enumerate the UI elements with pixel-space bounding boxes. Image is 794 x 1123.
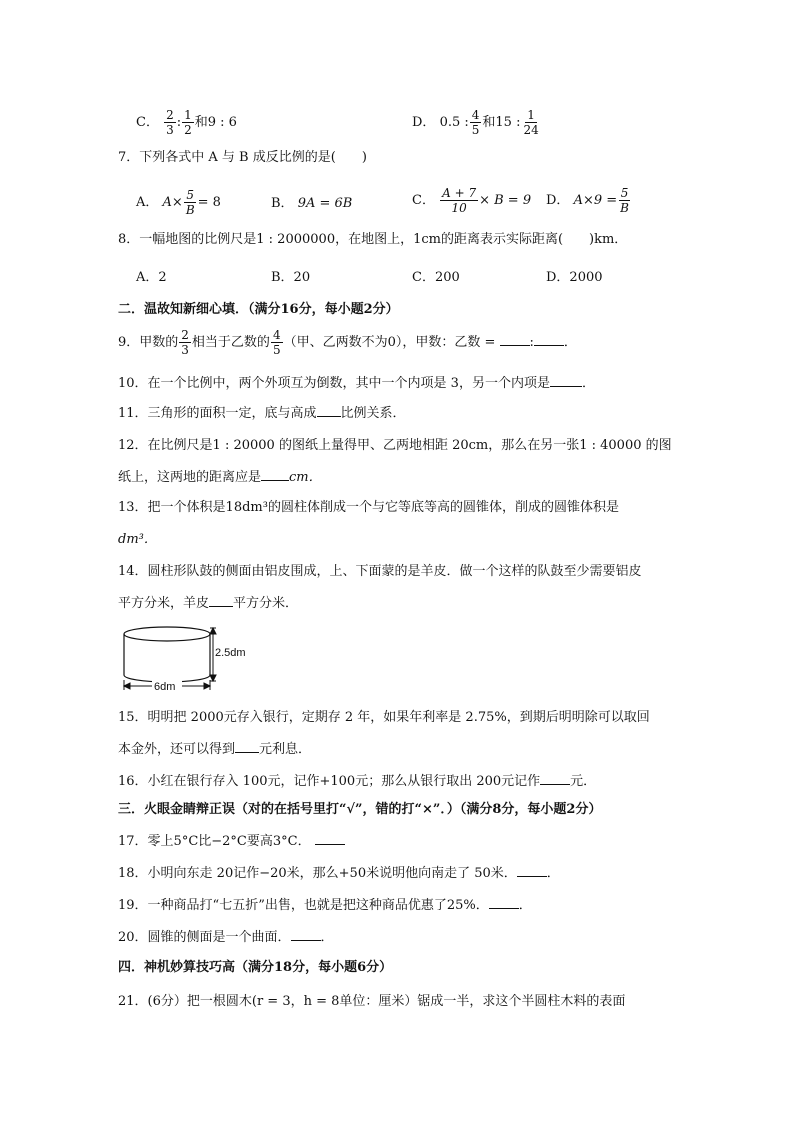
fraction: $\frac{1}{2}$ xyxy=(184,108,192,137)
answer-blank[interactable] xyxy=(209,592,233,607)
q7-options xyxy=(118,184,684,216)
height-label: 2.5dm xyxy=(215,647,246,659)
answer-blank[interactable] xyxy=(235,738,259,753)
q6-option-d: D． 0.5 : $\frac{4}{5}$ 和15 : $\frac{1}{24}$ xyxy=(412,108,539,137)
q19: 19．一种商品打“七五折”出售，也就是把这种商品优惠了25%． ． xyxy=(118,894,684,916)
answer-blank[interactable] xyxy=(550,372,582,387)
answer-blank[interactable] xyxy=(315,830,345,845)
q20: 20．圆锥的侧面是一个曲面． ． xyxy=(118,926,684,948)
q14-line1: 14．圆柱形队鼓的侧面由铝皮围成，上、下面蒙的是羊皮．做一个这样的队鼓至少需要铝皮 xyxy=(118,564,642,579)
q13-line2: dm³． xyxy=(118,532,157,547)
q12-line1: 12．在比例尺是1 : 20000 的图纸上量得甲、乙两地相距 20cm，那么在另一张1 : 40000 的图 xyxy=(118,438,672,453)
q15-line2: 本金外，还可以得到 元利息． xyxy=(118,738,684,760)
answer-blank[interactable] xyxy=(317,402,341,417)
q8-option-d: D．2000 xyxy=(546,270,603,285)
fraction: $\frac{2}{3}$ xyxy=(181,328,189,357)
fraction: $\frac{4}{5}$ xyxy=(272,328,281,357)
cylinder-shape xyxy=(124,627,210,682)
q10: 10．在一个比例中，两个外项互为倒数，其中一个内项是 3，另一个内项是 ． xyxy=(118,372,684,394)
q7-option-a: A． A× $\frac{5}{B}$ = 8 xyxy=(136,188,221,217)
q7-option-c: C． $\frac{A + 7}{10}$ × B = 9 xyxy=(412,186,532,215)
q8-option-b: B．20 xyxy=(271,270,311,285)
section-4-title: 四．神机妙算技巧高（满分18分，每小题6分） xyxy=(118,960,393,975)
fraction: $\frac{1}{24}$ xyxy=(523,108,539,137)
answer-blank[interactable] xyxy=(291,926,321,941)
width-label: 6dm xyxy=(154,681,176,693)
answer-blank[interactable] xyxy=(534,331,564,346)
fraction: $\frac{4}{5}$ xyxy=(471,108,480,137)
q21: 21．(6分）把一根圆木(r = 3，h = 8单位：厘米）锯成一半，求这个半圆柱木料的表面 xyxy=(118,994,626,1009)
q9: 9．甲数的 $\frac{2}{3}$ 相当于乙数的 $\frac{4}{5}$ （甲、乙两数不为0），甲数：乙数 = : ． xyxy=(118,328,577,357)
q7-stem: 7．下列各式中 A 与 B 成反比例的是( ) xyxy=(118,150,367,165)
q16: 16．小红在银行存入 100元，记作+100元；那么从银行取出 200元记作 元． xyxy=(118,770,684,792)
q11: 11．三角形的面积一定，底与高成 比例关系． xyxy=(118,402,684,424)
q8-options xyxy=(118,268,684,288)
q8-option-a: A．2 xyxy=(136,270,167,285)
answer-blank[interactable] xyxy=(261,466,289,481)
cylinder-figure xyxy=(118,622,258,700)
fraction: $\frac{A + 7}{10}$ xyxy=(442,186,477,215)
fraction: $\frac{2}{3}$ xyxy=(166,108,174,137)
q13-line1: 13．把一个体积是18dm³的圆柱体削成一个与它等底等高的圆锥体，削成的圆锥体积是 xyxy=(118,500,619,515)
section-2-title: 二．温故知新细心填．（满分16分，每小题2分） xyxy=(118,302,399,317)
q7-option-d: D． A×9 = $\frac{5}{B}$ xyxy=(546,186,629,215)
answer-blank[interactable] xyxy=(489,894,519,909)
answer-blank[interactable] xyxy=(500,331,530,346)
q6-options xyxy=(118,104,684,137)
answer-blank[interactable] xyxy=(517,862,547,877)
q8-option-c: C．200 xyxy=(412,270,460,285)
fraction: $\frac{5}{B}$ xyxy=(185,188,195,217)
q6-option-c: C． $\frac{2}{3}$ : $\frac{1}{2}$ 和9 : 6 xyxy=(136,108,237,137)
section-3-title: 三．火眼金睛辩正误（对的在括号里打“√”，错的打“×”．）（满分8分，每小题2分） xyxy=(118,802,602,817)
q12-line2: 纸上，这两地的距离应是 cm． xyxy=(118,466,684,488)
q8-stem: 8．一幅地图的比例尺是1 : 2000000，在地图上，1cm的距离表示实际距离( )km． xyxy=(118,232,628,247)
answer-blank[interactable] xyxy=(540,770,570,785)
q7-option-b: B． 9A = 6B xyxy=(271,196,353,211)
q18: 18．小明向东走 20记作−20米，那么+50米说明他向南走了 50米． ． xyxy=(118,862,684,884)
q14-line2: 平方分米，羊皮 平方分米． xyxy=(118,592,684,614)
fraction: $\frac{5}{B}$ xyxy=(620,186,629,215)
q17: 17．零上5°C比−2°C要高3°C． xyxy=(118,830,684,852)
q15-line1: 15．明明把 2000元存入银行，定期存 2 年，如果年利率是 2.75%，到期后明明除可以取回 xyxy=(118,710,650,725)
